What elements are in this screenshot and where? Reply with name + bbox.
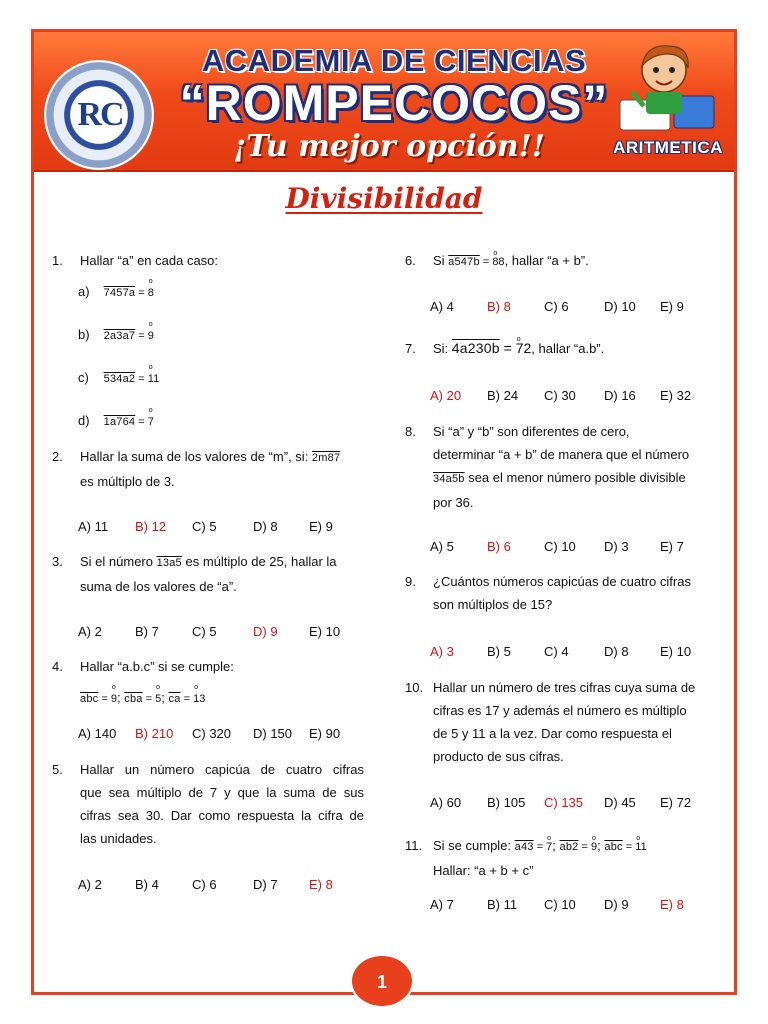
option[interactable]: A) 5 — [430, 539, 454, 554]
academy-name: ACADEMIA DE CIENCIAS — [201, 43, 587, 78]
option-correct[interactable]: C) 135 — [544, 795, 584, 810]
option-correct[interactable]: A) 3 — [430, 644, 454, 659]
option[interactable]: D) 9 — [604, 897, 629, 912]
option[interactable]: D) 150 — [253, 726, 293, 741]
option[interactable]: E) 9 — [309, 519, 333, 534]
option[interactable]: D) 45 — [604, 795, 636, 810]
option[interactable]: E) 7 — [660, 539, 684, 554]
option[interactable]: B) 4 — [135, 877, 159, 892]
option[interactable]: B) 11 — [487, 897, 518, 912]
conditions-q4: $\overline{abc} = o$ 9; $\overline{cba} = o$ 5; $\overline{ca} = o$ 13 — [80, 690, 205, 705]
option[interactable]: E) 10 — [309, 624, 341, 639]
option[interactable]: C) 6 — [544, 299, 569, 314]
option[interactable]: B) 24 — [487, 388, 519, 403]
option[interactable]: B) 5 — [487, 644, 511, 659]
page-title: Divisibilidad — [285, 182, 483, 215]
subitem-1a: a) 7457a = o 8 — [78, 284, 154, 299]
option-correct[interactable]: E) 8 — [309, 877, 333, 892]
option[interactable]: C) 5 — [192, 519, 217, 534]
subitem-1d: d) 1a764 = o 7 — [78, 413, 154, 428]
option[interactable]: D) 3 — [604, 539, 629, 554]
slogan: ¡Tu mejor opción!! — [233, 129, 545, 164]
logo-text: RC — [77, 96, 123, 133]
header-banner — [34, 32, 734, 172]
option[interactable]: C) 320 — [192, 726, 232, 741]
question-text: Hallar la suma de los valores de “m”, si: — [80, 449, 312, 464]
option[interactable]: C) 30 — [544, 388, 576, 403]
option[interactable]: C) 6 — [192, 877, 217, 892]
option[interactable]: E) 10 — [660, 644, 692, 659]
option[interactable]: D) 10 — [604, 299, 636, 314]
option[interactable]: D) 7 — [253, 877, 278, 892]
option[interactable]: C) 10 — [544, 539, 576, 554]
option-correct[interactable]: A) 20 — [430, 388, 462, 403]
option-correct[interactable]: E) 8 — [660, 897, 684, 912]
option[interactable]: A) 60 — [430, 795, 462, 810]
option[interactable]: B) 105 — [487, 795, 526, 810]
option[interactable]: E) 72 — [660, 795, 692, 810]
option[interactable]: D) 8 — [604, 644, 629, 659]
option[interactable]: E) 32 — [660, 388, 692, 403]
option[interactable]: C) 10 — [544, 897, 576, 912]
question-2: 2. Hallar la suma de los valores de “m”, si: 2m87 es múltiplo de 3. — [52, 449, 341, 489]
question-text: Hallar “a” en cada caso: — [80, 253, 219, 268]
option[interactable]: A) 4 — [430, 299, 454, 314]
option[interactable]: B) 7 — [135, 624, 159, 639]
option[interactable]: E) 9 — [660, 299, 684, 314]
question-number: 1. — [52, 253, 63, 268]
option[interactable]: A) 7 — [430, 897, 454, 912]
option[interactable]: E) 90 — [309, 726, 341, 741]
page-number-badge: 1 — [350, 954, 414, 1008]
subject-label: ARITMETICA — [613, 138, 723, 157]
option[interactable]: A) 140 — [78, 726, 117, 741]
option-correct[interactable]: B) 6 — [487, 539, 511, 554]
academy-brand: “ROMPECOCOS” — [179, 75, 609, 131]
option[interactable]: D) 16 — [604, 388, 636, 403]
option-correct[interactable]: B) 12 — [135, 519, 167, 534]
student-illustration-icon — [612, 40, 722, 140]
option-correct[interactable]: B) 210 — [135, 726, 174, 741]
academy-logo — [44, 60, 154, 170]
option[interactable]: A) 11 — [78, 519, 109, 534]
subitem-1c: c) 534a2 = o 11 — [78, 370, 159, 385]
option[interactable]: C) 5 — [192, 624, 217, 639]
option-correct[interactable]: D) 9 — [253, 624, 278, 639]
option-correct[interactable]: B) 8 — [487, 299, 511, 314]
option[interactable]: A) 2 — [78, 877, 102, 892]
question-5: 5. Hallar un número capicúa de cuatro cifras que sea múltiplo de 7 y que la suma de sus cifras sea 30. Dar como respuesta la cifra de las unidades. — [52, 762, 364, 846]
option[interactable]: A) 2 — [78, 624, 102, 639]
subitem-1b: b) 2a3a7 = o 9 — [78, 327, 154, 342]
option[interactable]: C) 4 — [544, 644, 569, 659]
option[interactable]: D) 8 — [253, 519, 278, 534]
